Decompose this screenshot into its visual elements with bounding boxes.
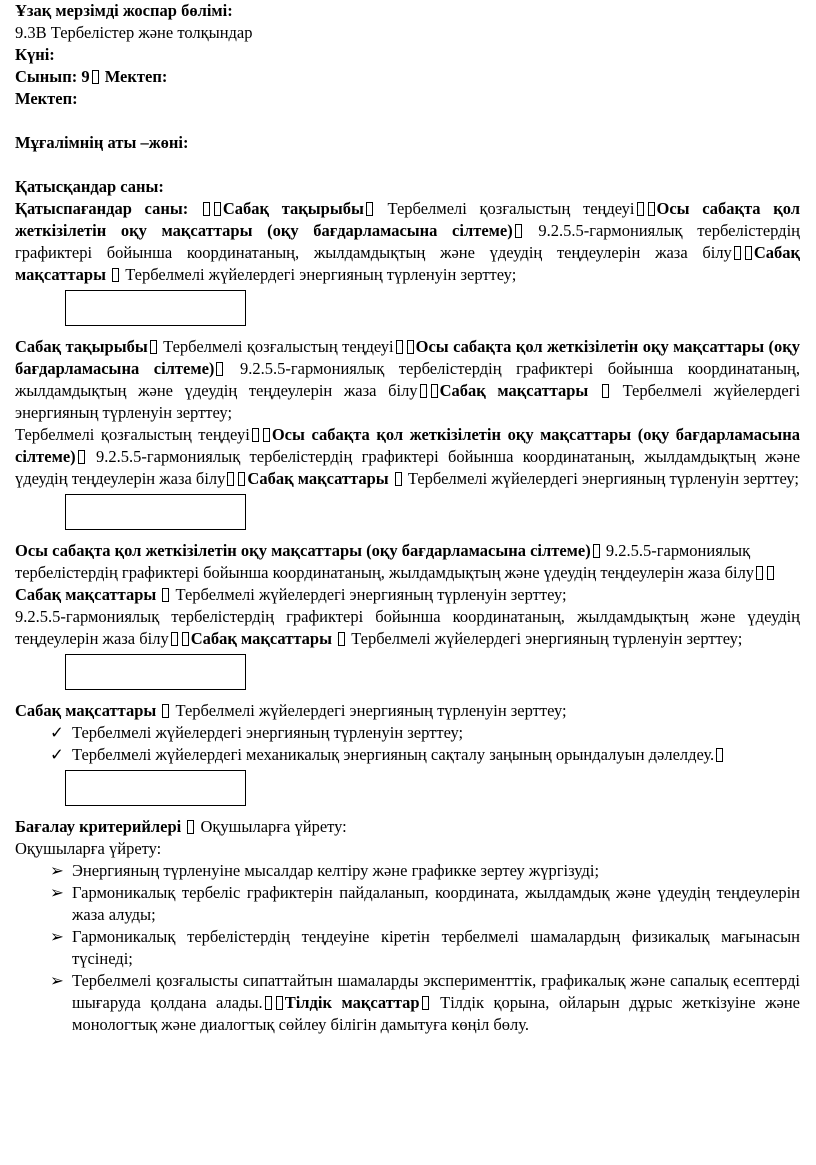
topic-text: Тербелмелі қозғалыстың теңдеуі [387,199,635,218]
topic-text: Тербелмелі қозғалыстың теңдеуі [15,425,250,444]
arrow-bullet-icon: ➢ [50,971,64,990]
aim-text: Тербелмелі жүйелердегі энергияның түрленуін зерттеу; [175,585,567,604]
check-icon: ✓ [50,745,64,764]
aim-item-1: Тербелмелі жүйелердегі энергияның түрленуін зерттеу; [72,723,464,742]
objective-text: 9.2.5.5-гармониялық тербелістердің графиктері бойынша координатаның, жылдамдықтың және үдеудің теңдеулерін жаза білу [15,359,800,400]
objectives-paragraph [15,540,800,606]
placeholder-glyph-icon [276,996,283,1010]
placeholder-glyph-icon [593,544,600,558]
school-label: Мектеп: [15,89,78,108]
criterion-3: Гармоникалық тербелістердің теңдеуіне кіретін тербелмелі шамалардың физикалық мағынасын түсінеді; [72,927,800,968]
placeholder-glyph-icon [265,996,272,1010]
placeholder-glyph-icon [238,472,245,486]
aims-label: Сабақ мақсаттары [247,469,389,488]
school-label-inline: Мектеп: [104,67,168,86]
list-item [15,926,800,970]
criterion-2: Гармоникалық тербеліс графиктерін пайдаланып, координата, жылдамдық және үдеудің теңдеулерін жаза алуды; [72,883,800,924]
placeholder-glyph-icon [602,384,609,398]
placeholder-glyph-icon [171,632,178,646]
placeholder-glyph-icon [150,340,157,354]
placeholder-glyph-icon [214,202,221,216]
language-label: Тілдік мақсаттар [284,993,420,1012]
aim-text: Тербелмелі жүйелердегі энергияның түрленуін зерттеу; [125,265,517,284]
aims-label: Сабақ мақсаттары [190,629,332,648]
placeholder-glyph-icon [78,450,85,464]
placeholder-glyph-icon [420,384,427,398]
check-icon: ✓ [50,723,64,742]
placeholder-glyph-icon [187,820,194,834]
placeholder-glyph-icon [767,566,774,580]
placeholder-glyph-icon [422,996,429,1010]
placeholder-glyph-icon [745,246,752,260]
arrow-bullet-icon: ➢ [50,861,64,880]
arrow-bullet-icon: ➢ [50,883,64,902]
placeholder-glyph-icon [162,704,169,718]
arrow-bullet-icon: ➢ [50,927,64,946]
criterion-1: Энергияның түрленуіне мысалдар келтіру және графикке зертеу жүргізуді; [72,861,600,880]
objectives-label: Осы сабақта қол жеткізілетін оқу мақсаттары (оқу бағдарламасына сілтеме) [15,541,591,560]
placeholder-glyph-icon [637,202,644,216]
placeholder-glyph-icon [431,384,438,398]
date-label: Күні: [15,45,55,64]
objective-text: 9.2.5.5-гармониялық тербелістердің графиктері бойынша координатаның, жылдамдықтың және үдеудің теңдеулерін жаза білу [15,541,755,582]
summary-paragraph [15,198,800,286]
aims-label: Сабақ мақсаттары [439,381,589,400]
placeholder-glyph-icon [396,340,403,354]
placeholder-glyph-icon [395,472,402,486]
criteria-list [15,860,800,1036]
objectives-label: Осы сабақта қол жеткізілетін оқу мақсаттары (оқу бағдарламасына сілтеме) [15,199,801,240]
language-text: Тілдік қорына, ойларын дұрыс жеткізуіне және монологтық және диалогтық сөйлеу білігін дамытуға көңіл бөлу. [72,993,800,1034]
aim-text: Тербелмелі жүйелердегі энергияның түрленуін зерттеу; [407,469,799,488]
aim-text: Тербелмелі жүйелердегі энергияның түрленуін зерттеу; [175,701,567,720]
aims-paragraph [15,700,800,722]
criteria-intro-inline: Оқушыларға үйрету: [200,817,347,836]
placeholder-glyph-icon [338,632,345,646]
objectives-label: Осы сабақта қол жеткізілетін оқу мақсаттары (оқу бағдарламасына сілтеме) [15,337,801,378]
aims-label: Сабақ мақсаттары [15,243,800,284]
long-term-plan-label: Ұзақ мерзімді жоспар бөлімі: [15,1,233,20]
empty-frame [65,654,246,690]
placeholder-glyph-icon [216,362,223,376]
objective-text: 9.2.5.5-гармониялық тербелістердің графиктері бойынша координатаның, жылдамдықтың және үдеудің теңдеулерін жаза білу [15,607,800,648]
placeholder-glyph-icon [227,472,234,486]
aim-item-2: Тербелмелі жүйелердегі механикалық энергияның сақталу заңының орындалуын дәлелдеу. [72,745,715,764]
placeholder-glyph-icon [716,748,723,762]
objectives-label: Осы сабақта қол жеткізілетін оқу мақсаттары (оқу бағдарламасына сілтеме) [15,425,801,466]
objective-text-paragraph [15,606,800,650]
objective-text: 9.2.5.5-гармониялық тербелістердің графиктері бойынша координатаның, жылдамдықтың және үдеудің теңдеулерін жаза білу [15,221,800,262]
topic-label: Сабақ тақырыбы [15,337,148,356]
topic-text: Тербелмелі қозғалыстың теңдеуі [163,337,394,356]
placeholder-glyph-icon [203,202,210,216]
placeholder-glyph-icon [756,566,763,580]
objective-text: 9.2.5.5-гармониялық тербелістердің графиктері бойынша координатаның, жылдамдықтың және үдеудің теңдеулерін жаза білу [15,447,801,488]
empty-frame [65,494,246,530]
placeholder-glyph-icon [112,268,119,282]
placeholder-glyph-icon [252,428,259,442]
criteria-paragraph [15,816,800,838]
aims-label: Сабақ мақсаттары [15,701,157,720]
criteria-intro: Оқушыларға үйрету: [15,839,162,858]
placeholder-glyph-icon [366,202,373,216]
list-item [15,970,800,1036]
teacher-label: Мұғалімнің аты –жөні: [15,133,189,152]
criterion-4: Тербелмелі қозғалысты сипаттайтын шамаларды эксперименттік, графикалық және сапалық есептерді шығаруда қолдана алады. [72,971,800,1012]
topic-paragraph [15,336,800,424]
aim-text: Тербелмелі жүйелердегі энергияның түрленуін зерттеу; [15,381,801,422]
topic-text-paragraph [15,424,800,490]
empty-frame [65,770,246,806]
absent-label: Қатыспағандар саны: [15,199,189,218]
aim-text: Тербелмелі жүйелердегі энергияның түрленуін зерттеу; [351,629,743,648]
topic-label: Сабақ тақырыбы [222,199,364,218]
placeholder-glyph-icon [182,632,189,646]
placeholder-glyph-icon [162,588,169,602]
aims-list [15,722,800,766]
aims-label: Сабақ мақсаттары [15,585,157,604]
placeholder-glyph-icon [407,340,414,354]
placeholder-glyph-icon [263,428,270,442]
list-item [15,860,800,882]
present-label: Қатысқандар саны: [15,177,164,196]
criteria-label: Бағалау критерийлері [15,817,182,836]
lesson-plan-document [15,0,800,1036]
list-item [15,882,800,926]
list-item [15,744,800,766]
placeholder-glyph-icon [648,202,655,216]
list-item [15,722,800,744]
class-label: Сынып: 9 [15,67,90,86]
unit-title: 9.3В Тербелістер және толқындар [15,23,253,42]
placeholder-glyph-icon [515,224,522,238]
empty-frame [65,290,246,326]
placeholder-glyph-icon [92,70,99,84]
class-school-line [15,66,800,88]
placeholder-glyph-icon [734,246,741,260]
